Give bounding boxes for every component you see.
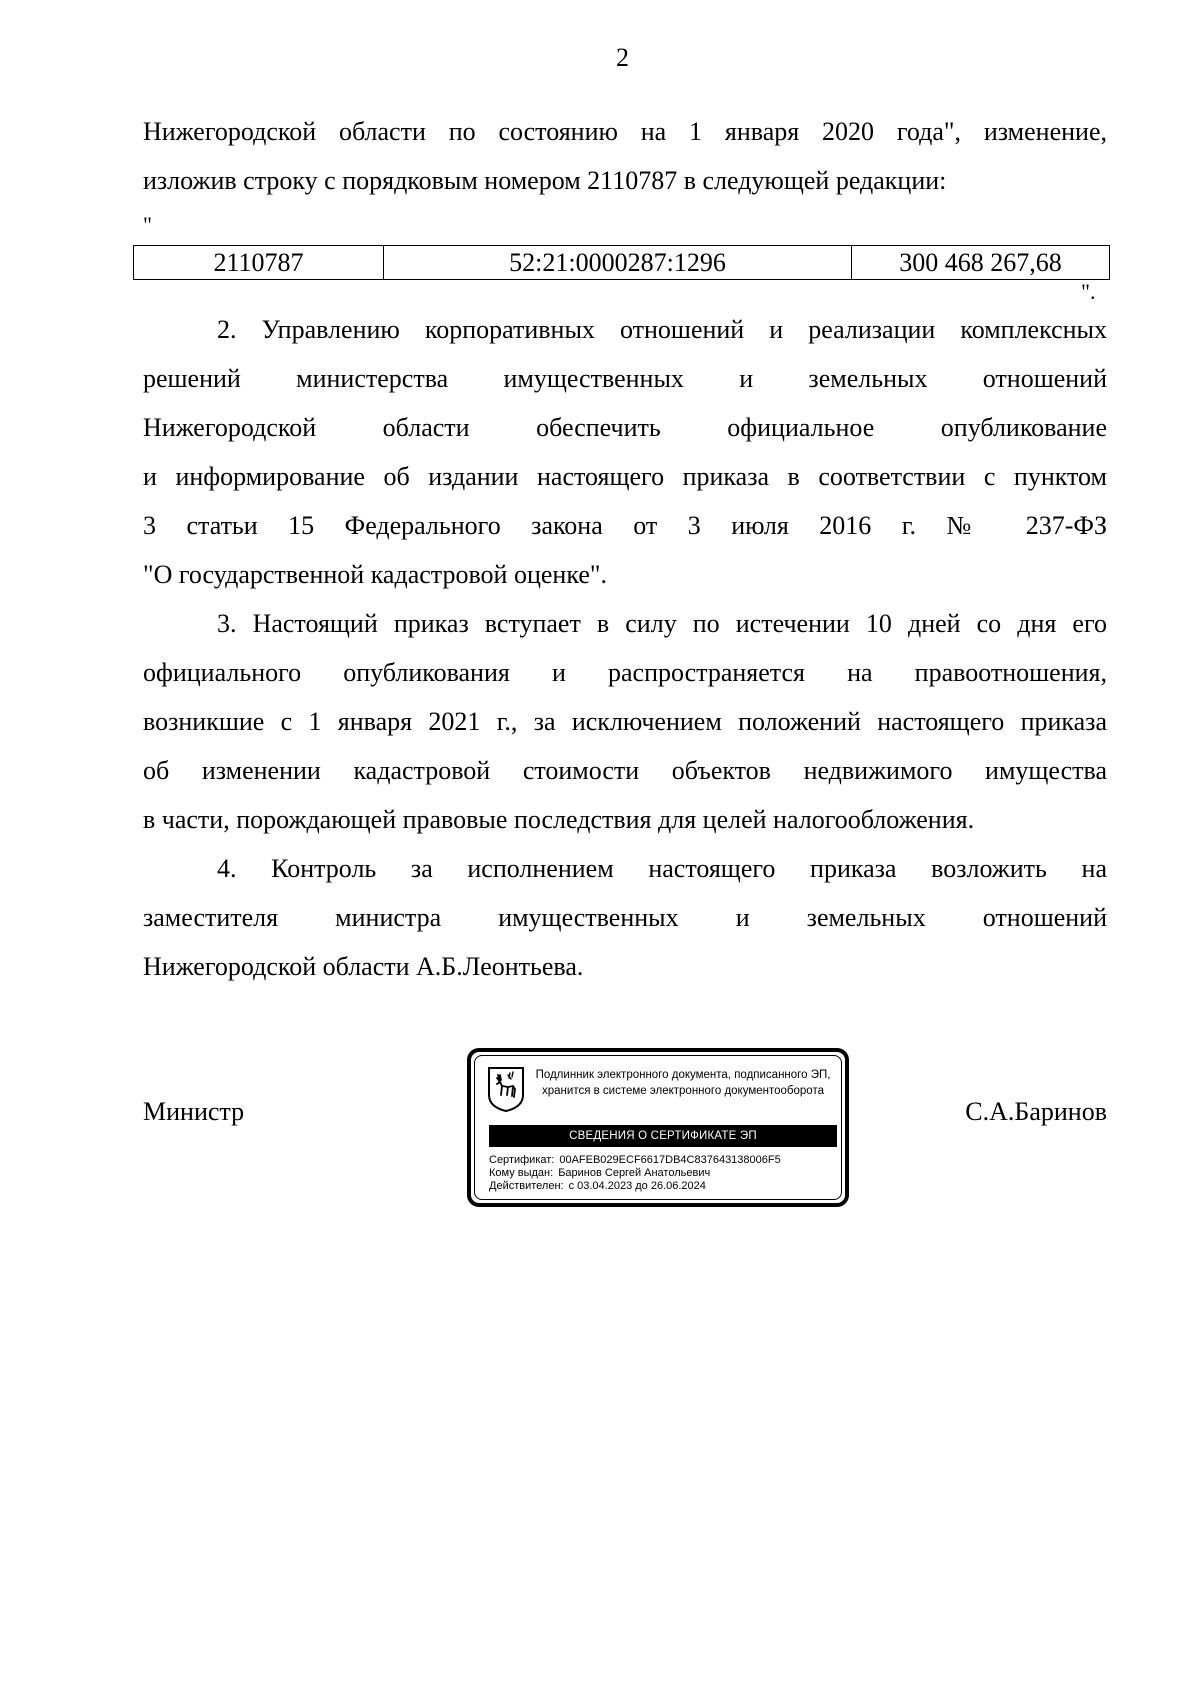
p2-line-6: "О государственной кадастровой оценке". bbox=[143, 560, 607, 589]
p2-line-4: и информирование об издании настоящего приказа в соответствии с пунктом bbox=[143, 462, 1107, 491]
stamp-valid-row bbox=[489, 1180, 781, 1193]
stamp-cert-row bbox=[489, 1154, 781, 1167]
p4-line-2: заместителя министра имущественных и земельных отношений bbox=[143, 903, 1107, 932]
stamp-owner-row bbox=[489, 1167, 781, 1180]
p2-line-2: решений министерства имущественных и земельных отношений bbox=[143, 364, 1107, 393]
p2-line-3: Нижегородской области обеспечить официальное опубликование bbox=[143, 413, 1107, 442]
p4-line-1: 4. Контроль за исполнением настоящего приказа возложить на bbox=[217, 854, 1107, 883]
intro-line-2: изложив строку с порядковым номером 2110787 в следующей редакции: bbox=[143, 166, 947, 195]
close-quote: ". bbox=[1081, 279, 1096, 304]
page-number: 2 bbox=[616, 43, 629, 72]
table-cell-cadastral-number: 52:21:0000287:1296 bbox=[384, 246, 852, 280]
signature-role: Министр bbox=[143, 1097, 245, 1126]
open-quote: " bbox=[143, 212, 152, 237]
electronic-signature-stamp bbox=[467, 1048, 849, 1207]
cadastral-value-table bbox=[133, 245, 1110, 280]
table-cell-number: 2110787 bbox=[134, 246, 384, 280]
deer-coat-of-arms-icon bbox=[486, 1065, 526, 1113]
p3-line-1: 3. Настоящий приказ вступает в силу по истечении 10 дней со дня его bbox=[217, 609, 1107, 638]
table-row bbox=[134, 246, 1110, 280]
p2-line-1: 2. Управлению корпоративных отношений и реализации комплексных bbox=[217, 315, 1107, 344]
p3-line-2: официального опубликования и распространяется на правоотношения, bbox=[143, 658, 1107, 687]
p4-line-3: Нижегородской области А.Б.Леонтьева. bbox=[143, 952, 584, 981]
stamp-owner-value: Баринов Сергей Анатольевич bbox=[558, 1167, 711, 1179]
p3-line-5: в части, порождающей правовые последствия для целей налогообложения. bbox=[143, 805, 975, 834]
table-cell-value: 300 468 267,68 bbox=[852, 246, 1110, 280]
p3-line-4: об изменении кадастровой стоимости объектов недвижимого имущества bbox=[143, 756, 1107, 785]
p3-line-3: возникшие с 1 января 2021 г., за исключением положений настоящего приказа bbox=[143, 707, 1107, 736]
stamp-cert-label: Сертификат: bbox=[489, 1154, 555, 1166]
stamp-valid-value: с 03.04.2023 до 26.06.2024 bbox=[568, 1180, 706, 1192]
stamp-cert-value: 00AFEB029ECF6617DB4C837643138006F5 bbox=[559, 1154, 781, 1166]
stamp-valid-label: Действителен: bbox=[489, 1180, 564, 1192]
p2-line-5: 3 статьи 15 Федерального закона от 3 июля 2016 г. № 237-ФЗ bbox=[143, 511, 1107, 540]
stamp-header bbox=[529, 1067, 837, 1099]
stamp-header-line-2: хранится в системе электронного документооборота bbox=[542, 1085, 824, 1097]
stamp-owner-label: Кому выдан: bbox=[489, 1167, 554, 1179]
stamp-certificate-info bbox=[489, 1154, 781, 1193]
stamp-header-line-1: Подлинник электронного документа, подписанного ЭП, bbox=[535, 1069, 831, 1081]
signature-name: С.А.Баринов bbox=[965, 1097, 1107, 1126]
stamp-certificate-bar: СВЕДЕНИЯ О СЕРТИФИКАТЕ ЭП bbox=[489, 1125, 837, 1147]
intro-line-1: Нижегородской области по состоянию на 1 января 2020 года", изменение, bbox=[143, 117, 1107, 146]
